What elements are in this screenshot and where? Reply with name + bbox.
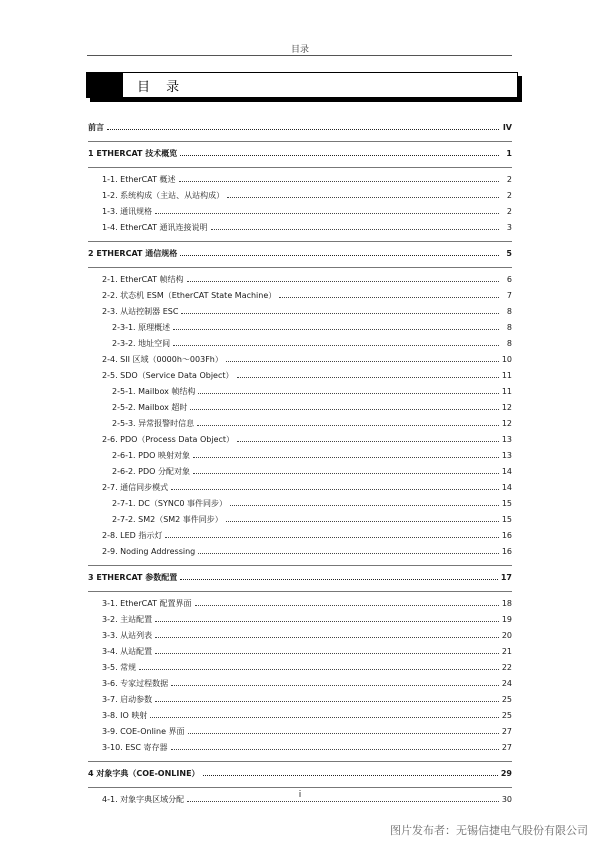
toc-entry-page: 2 [506, 191, 512, 200]
section-divider [88, 167, 512, 168]
toc-entry-page: IV [502, 123, 512, 132]
toc-entry-label: 1-4. EtherCAT 通讯连接说明 [102, 223, 208, 232]
toc-entry[interactable] [88, 416, 512, 432]
toc-entry-page: 13 [501, 435, 512, 444]
toc-entry[interactable] [88, 172, 512, 188]
toc-entry-label: 2-4. SII 区域（0000h～003Fh） [102, 355, 223, 364]
dot-leader [155, 212, 499, 214]
toc-entry-label: 3-5. 常规 [102, 663, 137, 672]
toc-entry-label: 前言 [88, 123, 104, 132]
toc-entry[interactable] [88, 676, 512, 692]
dot-leader [181, 312, 499, 314]
toc-entry[interactable] [88, 288, 512, 304]
toc-entry-page: 14 [501, 483, 512, 492]
toc-entry-page: 11 [501, 371, 512, 380]
dot-leader [179, 180, 500, 182]
toc-entry-page: 16 [501, 547, 512, 556]
toc-entry-label: 2-8. LED 指示灯 [102, 531, 163, 540]
dot-leader [195, 604, 499, 606]
toc-entry-page: 1 [506, 149, 512, 158]
toc-entry[interactable] [88, 220, 512, 236]
toc-entry[interactable] [88, 644, 512, 660]
toc-entry-page: 12 [501, 403, 512, 412]
toc-entry[interactable] [88, 352, 512, 368]
toc-entry-label: 1-2. 系统构成（主站、从站构成） [102, 191, 225, 200]
dot-leader [279, 296, 499, 298]
header-rule [87, 55, 512, 56]
section-divider [88, 267, 512, 268]
toc-entry-label: 2-6-1. PDO 映射对象 [112, 451, 190, 460]
dot-leader [155, 620, 499, 622]
toc-entry[interactable] [88, 320, 512, 336]
toc-entry[interactable] [88, 596, 512, 612]
toc-entry-page: 15 [501, 515, 512, 524]
toc-entry-page: 11 [501, 387, 512, 396]
toc-entry[interactable] [88, 544, 512, 560]
toc-entry-label: 2-7. 通信同步模式 [102, 483, 169, 492]
toc-entry-page: 27 [501, 743, 512, 752]
toc-entry-label: 2-3-1. 原理概述 [112, 323, 171, 332]
toc-entry-page: 7 [506, 291, 512, 300]
toc-entry-label: 3-6. 专家过程数据 [102, 679, 169, 688]
dot-leader [165, 536, 498, 538]
section-divider [88, 591, 512, 592]
toc-entry[interactable] [88, 628, 512, 644]
dot-leader [171, 748, 499, 750]
dot-leader [203, 774, 498, 776]
toc-entry-page: 19 [501, 615, 512, 624]
toc-entry-page: 25 [501, 711, 512, 720]
dot-leader [237, 440, 499, 442]
toc-entry-label: 3-2. 主站配置 [102, 615, 153, 624]
toc-entry-page: 8 [506, 339, 512, 348]
toc-entry-label: 3-4. 从站配置 [102, 647, 153, 656]
toc-entry-page: 14 [501, 467, 512, 476]
toc-entry-label: 1-1. EtherCAT 概述 [102, 175, 176, 184]
dot-leader [171, 488, 499, 490]
dot-leader [155, 636, 499, 638]
toc-title-box [86, 72, 518, 98]
toc-entry[interactable] [88, 480, 512, 496]
dot-leader [150, 716, 498, 718]
toc-entry-label: 2-5-2. Mailbox 超时 [112, 403, 188, 412]
dot-leader [211, 228, 500, 230]
dot-leader [197, 424, 499, 426]
toc-entry-label: 4 对象字典（COE-ONLINE） [88, 769, 200, 778]
dot-leader [107, 128, 499, 130]
toc-entry[interactable] [88, 400, 512, 416]
toc-entry-page: 6 [506, 275, 512, 284]
toc-entry-label: 2-7-2. SM2（SM2 事件同步） [112, 515, 223, 524]
toc-entry[interactable] [88, 692, 512, 708]
toc-entry-label: 2-7-1. DC（SYNC0 事件同步） [112, 499, 228, 508]
dot-leader [188, 732, 499, 734]
toc-entry-label: 1-3. 通讯规格 [102, 207, 153, 216]
toc-entry[interactable] [88, 272, 512, 288]
toc-entry-label: 3-8. IO 映射 [102, 711, 148, 720]
toc-entry-label: 1 ETHERCAT 技术概览 [88, 149, 178, 158]
toc-entry-page: 25 [501, 695, 512, 704]
toc-entry[interactable] [88, 188, 512, 204]
dot-leader [187, 800, 499, 802]
section-divider [88, 241, 512, 242]
section-divider [88, 565, 512, 566]
toc-entry-page: 22 [501, 663, 512, 672]
toc-entry[interactable] [88, 336, 512, 352]
toc-entry-page: 8 [506, 323, 512, 332]
dot-leader [180, 154, 499, 156]
dot-leader [230, 504, 499, 506]
dot-leader [237, 376, 499, 378]
dot-leader [180, 578, 498, 580]
toc-entry-label: 2 ETHERCAT 通信规格 [88, 249, 178, 258]
toc-chapter-entry[interactable] [88, 766, 512, 782]
toc-entry-page: 29 [500, 769, 512, 778]
toc-entry[interactable] [88, 368, 512, 384]
toc-entry-label: 2-5-3. 异常报警时信息 [112, 419, 195, 428]
toc-chapter-entry[interactable] [88, 120, 512, 136]
table-of-contents [88, 120, 512, 808]
toc-entry-page: 3 [506, 223, 512, 232]
toc-entry-label: 2-6-2. PDO 分配对象 [112, 467, 190, 476]
toc-entry[interactable] [88, 448, 512, 464]
publisher-credit: 图片发布者：无锡信捷电气股份有限公司 [390, 824, 588, 837]
toc-entry[interactable] [88, 432, 512, 448]
toc-entry-label: 2-9. Noding Addressing [102, 547, 196, 556]
dot-leader [190, 408, 498, 410]
toc-entry[interactable] [88, 464, 512, 480]
toc-entry[interactable] [88, 708, 512, 724]
toc-entry[interactable] [88, 528, 512, 544]
dot-leader [139, 668, 499, 670]
page-number: i [298, 790, 302, 800]
dot-leader [227, 196, 499, 198]
toc-chapter-entry[interactable] [88, 146, 512, 162]
toc-entry-label: 2-5-1. Mailbox 帧结构 [112, 387, 196, 396]
toc-chapter-entry[interactable] [88, 246, 512, 262]
toc-entry-page: 21 [501, 647, 512, 656]
toc-entry-page: 2 [506, 207, 512, 216]
toc-entry[interactable] [88, 612, 512, 628]
toc-entry-page: 15 [501, 499, 512, 508]
toc-entry-label: 2-3. 从站控制器 ESC [102, 307, 179, 316]
toc-entry[interactable] [88, 204, 512, 220]
dot-leader [171, 684, 499, 686]
section-divider [88, 141, 512, 142]
toc-entry[interactable] [88, 512, 512, 528]
dot-leader [226, 360, 499, 362]
title-black-block [87, 73, 123, 97]
toc-entry[interactable] [88, 740, 512, 756]
toc-entry-label: 3 ETHERCAT 参数配置 [88, 573, 178, 582]
toc-entry-label: 4-1. 对象字典区域分配 [102, 795, 185, 804]
toc-entry-page: 8 [506, 307, 512, 316]
dot-leader [173, 344, 499, 346]
toc-entry-page: 30 [501, 795, 512, 804]
section-divider [88, 787, 512, 788]
toc-entry-label: 2-3-2. 地址空间 [112, 339, 171, 348]
toc-entry-label: 3-3. 从站列表 [102, 631, 153, 640]
toc-entry-label: 2-6. PDO（Process Data Object） [102, 435, 235, 444]
dot-leader [180, 254, 499, 256]
toc-entry-label: 3-7. 启动参数 [102, 695, 153, 704]
toc-entry-page: 12 [501, 419, 512, 428]
toc-entry-page: 2 [506, 175, 512, 184]
toc-entry-page: 27 [501, 727, 512, 736]
dot-leader [198, 392, 498, 394]
dot-leader [155, 652, 499, 654]
dot-leader [193, 456, 499, 458]
toc-title: 目 录 [137, 80, 186, 95]
toc-entry-page: 10 [501, 355, 512, 364]
toc-entry-page: 18 [501, 599, 512, 608]
dot-leader [155, 700, 499, 702]
toc-entry-page: 17 [500, 573, 512, 582]
toc-entry[interactable] [88, 660, 512, 676]
toc-entry-label: 2-2. 状态机 ESM（EtherCAT State Machine） [102, 291, 277, 300]
section-divider [88, 761, 512, 762]
toc-entry[interactable] [88, 304, 512, 320]
toc-entry[interactable] [88, 384, 512, 400]
toc-entry-page: 13 [501, 451, 512, 460]
toc-entry-label: 2-5. SDO（Service Data Object） [102, 371, 234, 380]
toc-entry[interactable] [88, 724, 512, 740]
dot-leader [226, 520, 499, 522]
toc-entry-page: 5 [506, 249, 512, 258]
toc-entry-label: 3-9. COE-Online 界面 [102, 727, 185, 736]
dot-leader [198, 552, 499, 554]
dot-leader [193, 472, 499, 474]
dot-leader [173, 328, 499, 330]
toc-entry-page: 24 [501, 679, 512, 688]
toc-entry-label: 3-1. EtherCAT 配置界面 [102, 599, 192, 608]
toc-entry[interactable] [88, 496, 512, 512]
toc-entry-label: 2-1. EtherCAT 帧结构 [102, 275, 184, 284]
toc-entry-page: 20 [501, 631, 512, 640]
toc-entry-label: 3-10. ESC 寄存器 [102, 743, 168, 752]
toc-entry-page: 16 [501, 531, 512, 540]
toc-chapter-entry[interactable] [88, 570, 512, 586]
dot-leader [187, 280, 500, 282]
running-header: 目录 [290, 45, 309, 55]
